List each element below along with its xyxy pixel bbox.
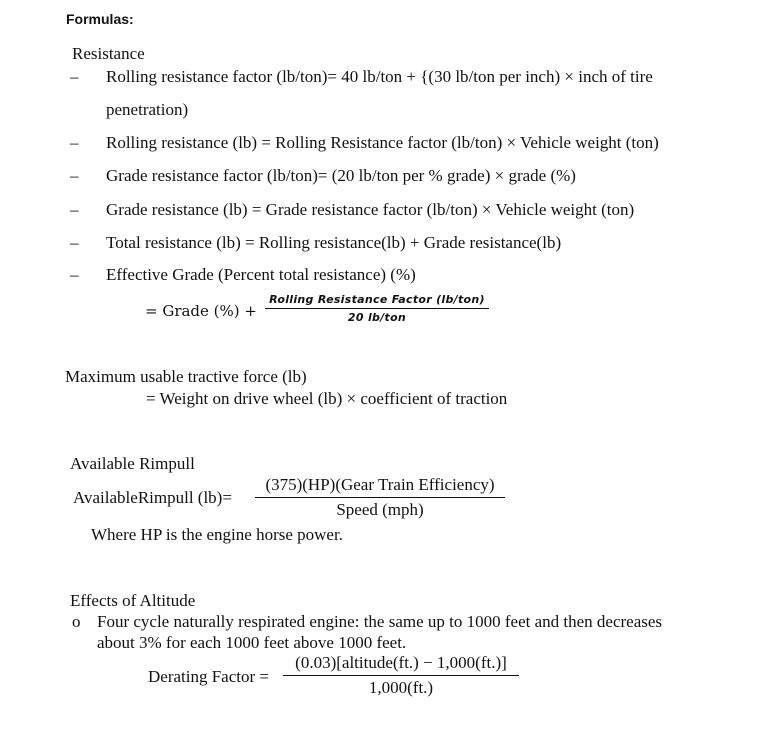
effective-grade-lhs: = Grade (%) +: [145, 302, 257, 320]
rimpull-denominator: Speed (mph): [336, 500, 424, 519]
rimpull-numerator: (375)(HP)(Gear Train Efficiency): [265, 475, 495, 494]
altitude-bullet-line2: about 3% for each 1000 feet above 1000 feet.: [97, 633, 407, 652]
effective-grade-numerator: Rolling Resistance Factor (lb/ton): [269, 293, 485, 306]
bullet-circle: o: [72, 612, 81, 631]
rimpull-fraction: [255, 475, 505, 520]
grade-resistance-line: Grade resistance (lb) = Grade resistance factor (lb/ton) × Vehicle weight (ton): [106, 200, 635, 219]
tractive-force-formula: = Weight on drive wheel (lb) × coefficient of traction: [146, 389, 508, 408]
rolling-resistance-factor-continuation: penetration): [106, 100, 189, 119]
tractive-force-title: Maximum usable tractive force (lb): [65, 367, 307, 386]
altitude-bullet-line1: Four cycle naturally respirated engine: the same up to 1000 feet and then decreases: [97, 612, 663, 631]
bullet-dash: –: [70, 233, 79, 252]
effective-grade-line: Effective Grade (Percent total resistance) (%): [106, 265, 416, 284]
effective-grade-denominator: 20 lb/ton: [347, 311, 407, 324]
rimpull-note: Where HP is the engine horse power.: [91, 525, 343, 544]
derating-denominator: 1,000(ft.): [368, 678, 434, 697]
bullet-dash: –: [70, 67, 79, 86]
derating-lhs: Derating Factor =: [148, 667, 269, 686]
bullet-dash: –: [70, 265, 79, 284]
rimpull-title: Available Rimpull: [70, 454, 195, 473]
resistance-title: Resistance: [72, 44, 145, 63]
bullet-dash: –: [70, 166, 79, 185]
derating-fraction: [283, 653, 519, 698]
formulas-heading: Formulas:: [66, 11, 134, 27]
effective-grade-fraction: [265, 293, 489, 324]
derating-numerator: (0.03)[altitude(ft.) − 1,000(ft.)]: [295, 653, 507, 672]
altitude-title: Effects of Altitude: [70, 591, 196, 610]
rolling-resistance-line: Rolling resistance (lb) = Rolling Resistance factor (lb/ton) × Vehicle weight (ton): [106, 133, 659, 152]
rimpull-lhs: AvailableRimpull (lb)=: [73, 488, 232, 507]
rolling-resistance-factor-line: Rolling resistance factor (lb/ton)= 40 lb/ton + {(30 lb/ton per inch) × inch of tire: [106, 67, 653, 86]
bullet-dash: –: [70, 200, 79, 219]
total-resistance-line: Total resistance (lb) = Rolling resistance(lb) + Grade resistance(lb): [106, 233, 562, 252]
bullet-dash: –: [70, 133, 79, 152]
grade-resistance-factor-line: Grade resistance factor (lb/ton)= (20 lb/ton per % grade) × grade (%): [106, 166, 576, 185]
